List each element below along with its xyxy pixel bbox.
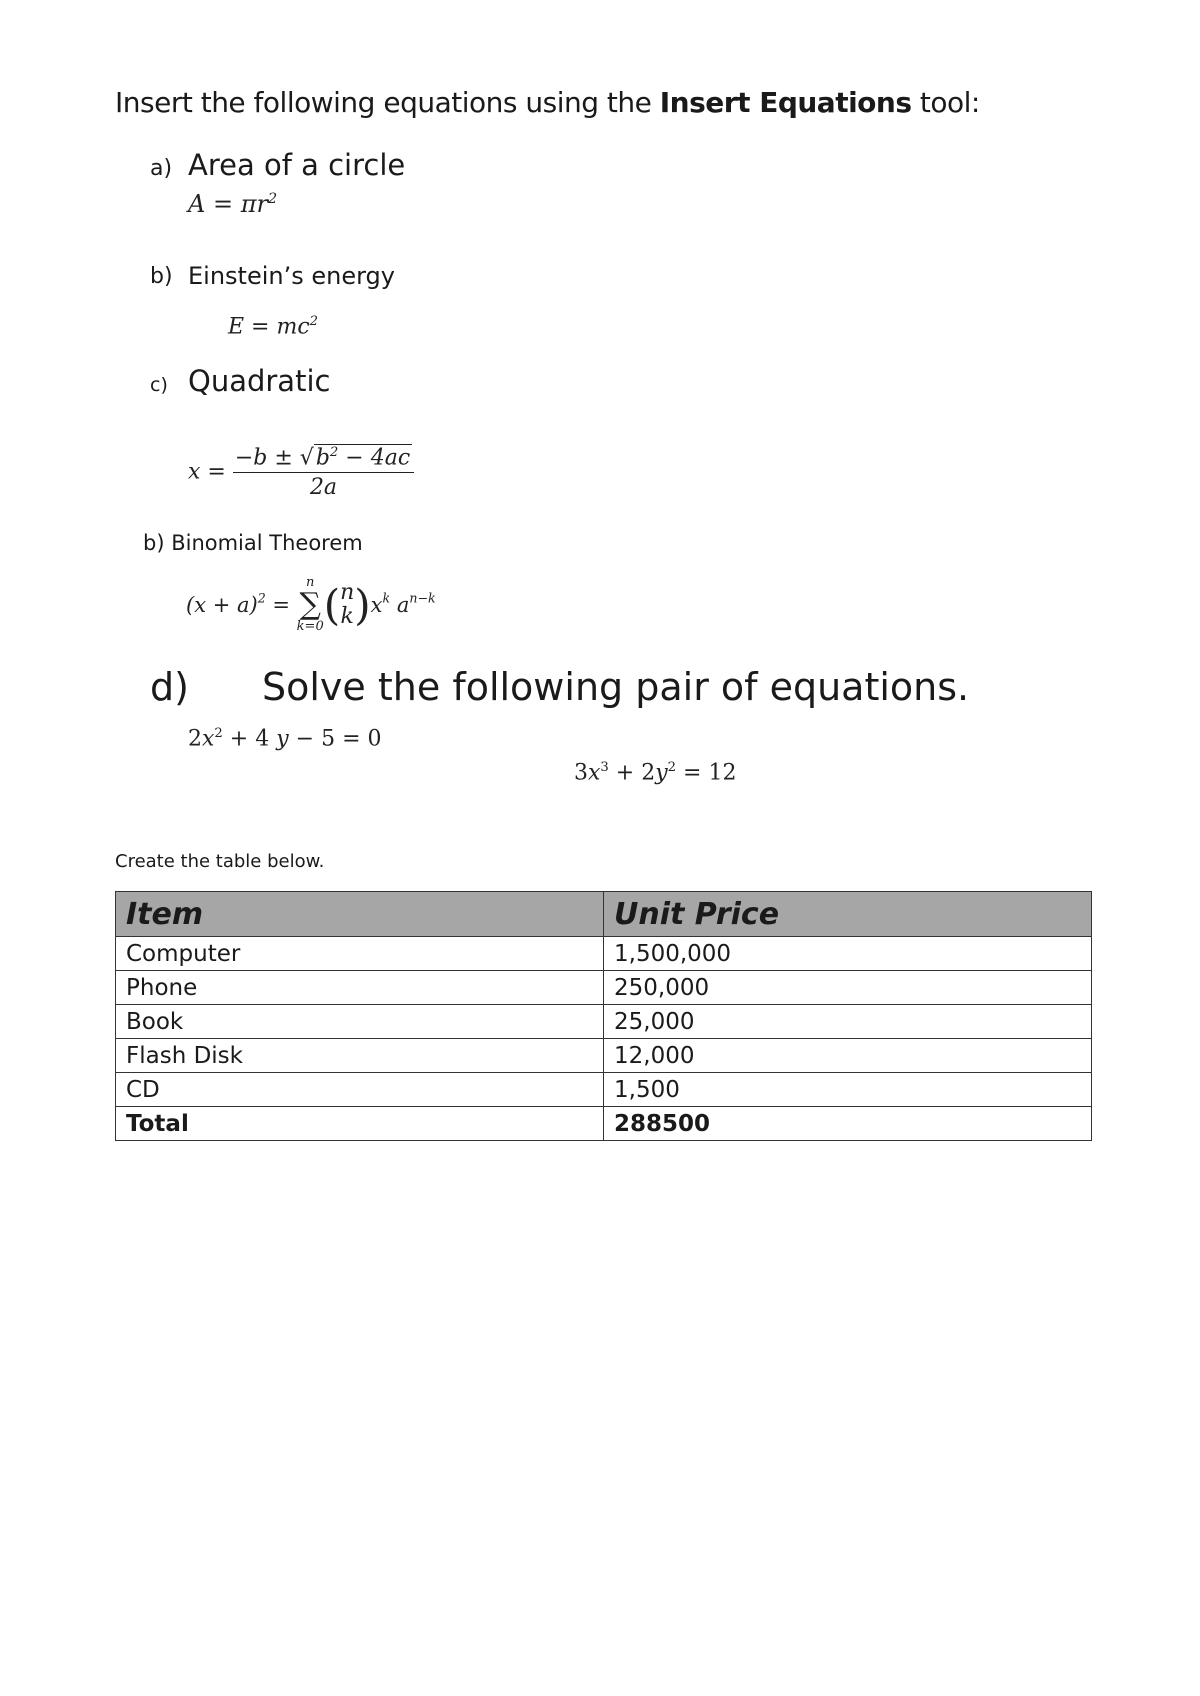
eq-binom-x: x: [370, 593, 383, 617]
intro-instruction: [115, 86, 980, 119]
item-c-marker: c): [150, 374, 168, 396]
binomial-title: b) Binomial Theorem: [143, 531, 363, 555]
header-item: Item: [116, 892, 604, 937]
eq2-rest: = 12: [676, 760, 737, 786]
item-d-title: Solve the following pair of equations.: [262, 665, 970, 709]
cell-item: CD: [116, 1073, 604, 1107]
eq-c-rad-exp: 2: [329, 445, 339, 460]
eq-a-rhs: πr: [240, 190, 268, 218]
eq-a-lhs: A: [188, 190, 206, 218]
cell-price: 25,000: [604, 1005, 1092, 1039]
sum-lower: k=0: [296, 619, 324, 634]
eq2-v1: x: [588, 760, 601, 786]
cell-total-label: Total: [116, 1107, 604, 1141]
eq-b-exp: 2: [309, 314, 319, 329]
cell-item: Phone: [116, 971, 604, 1005]
equation-area-of-circle: $A = \pi r^2$: [188, 190, 278, 218]
equation-quadratic: x = $\frac{-b \pm √b^2 - 4ac}{2a}$: [188, 444, 414, 500]
eq-binom-a: a: [396, 593, 410, 617]
table-row: [116, 1005, 1092, 1039]
item-d-marker: d): [150, 665, 189, 709]
eq-binom-lhs: (x + a): [186, 593, 258, 617]
eq1-v2: y: [276, 726, 289, 752]
item-b-title: Einstein’s energy: [188, 262, 395, 290]
eq2-v2: y: [655, 760, 668, 786]
cell-total-value: 288500: [604, 1107, 1092, 1141]
item-a-title: Area of a circle: [188, 148, 406, 182]
eq-b-lhs: E: [228, 314, 245, 340]
equation-einstein-energy: $E = mc^2$: [228, 314, 319, 340]
header-unit-price: Unit Price: [604, 892, 1092, 937]
binomial-coefficient: [340, 581, 354, 629]
cell-price: 12,000: [604, 1039, 1092, 1073]
equation-d-second: [574, 760, 736, 785]
sum-upper: n: [306, 575, 315, 590]
price-table: [115, 891, 1092, 1141]
eq-c-lhs: x: [188, 459, 201, 485]
equation-binomial-theorem: $(x + a)^2$ = n ∑ k=0 ( n k )$x^k$ $a^{n-k}$: [186, 575, 436, 634]
table-row: [116, 1073, 1092, 1107]
eq-c-rad: b: [315, 445, 330, 471]
eq2-e1: 3: [600, 760, 609, 775]
eq-a-exp: 2: [267, 191, 278, 207]
eq-c-num-pre: −b ±: [234, 445, 300, 471]
cell-price: 250,000: [604, 971, 1092, 1005]
summation: n ∑ k=0: [296, 575, 324, 634]
quadratic-fraction: $\frac{-b \pm √b^2 - 4ac}{2a}$: [233, 444, 414, 500]
table-row: [116, 937, 1092, 971]
eq-binom-x-exp: k: [382, 590, 391, 606]
binom-top: n: [340, 580, 355, 605]
item-c-title: Quadratic: [188, 364, 331, 398]
cell-price: 1,500,000: [604, 937, 1092, 971]
equation-d-first: [188, 726, 382, 751]
eq1-v1: x: [202, 726, 215, 752]
item-b-marker: b): [150, 264, 173, 289]
intro-text: Insert the following equations using the: [115, 86, 660, 119]
eq2-mid: + 2: [608, 760, 656, 786]
table-row: [116, 1039, 1092, 1073]
quadratic-radical: [314, 444, 412, 470]
eq1-rest: − 5 = 0: [288, 726, 382, 752]
cell-price: 1,500: [604, 1073, 1092, 1107]
eq1-e1: 2: [214, 726, 223, 741]
binom-bottom: k: [340, 604, 354, 629]
cell-item: Computer: [116, 937, 604, 971]
intro-tool-name: Insert Equations: [659, 86, 912, 119]
eq2-c1: 3: [574, 760, 588, 786]
eq-binom-a-exp: n−k: [409, 590, 436, 606]
cell-item: Flash Disk: [116, 1039, 604, 1073]
intro-text-end: tool:: [911, 86, 980, 119]
cell-item: Book: [116, 1005, 604, 1039]
eq1-c1: 2: [188, 726, 202, 752]
table-row: [116, 971, 1092, 1005]
eq2-e2: 2: [667, 760, 677, 775]
table-header-row: [116, 892, 1092, 937]
eq1-mid: + 4: [222, 726, 270, 752]
table-caption: Create the table below.: [115, 851, 325, 872]
table-total-row: [116, 1107, 1092, 1141]
eq-binom-lhs-exp: 2: [257, 590, 266, 606]
eq-c-den: 2a: [309, 475, 338, 501]
eq-c-rad-post: − 4ac: [338, 445, 411, 471]
eq-b-rhs: mc: [276, 314, 310, 340]
item-a-marker: a): [150, 156, 173, 181]
